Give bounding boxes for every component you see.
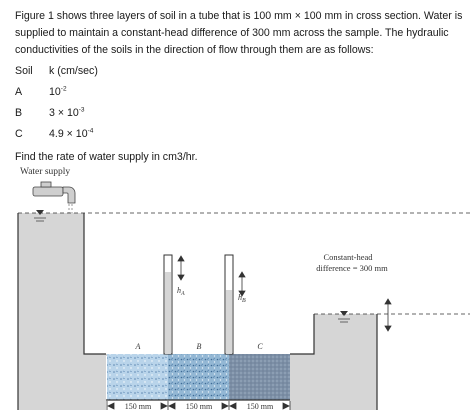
soil-name: A bbox=[15, 86, 23, 98]
soil-table-header bbox=[15, 61, 467, 82]
problem-statement bbox=[15, 8, 467, 166]
layer-label-c: C bbox=[257, 342, 263, 351]
soil-column-header: Soil bbox=[15, 65, 33, 77]
soil-row-b bbox=[15, 103, 467, 124]
soil-name: B bbox=[15, 107, 23, 119]
constant-head-arrow-icon bbox=[385, 299, 391, 331]
dimension-label-2: 150 mm bbox=[185, 402, 213, 411]
layer-label-a: A bbox=[135, 342, 141, 351]
constant-head-label-2: difference = 300 mm bbox=[316, 263, 388, 273]
constant-head-label-1: Constant-head bbox=[323, 252, 373, 262]
figure-1-diagram bbox=[0, 160, 474, 412]
soil-row-c bbox=[15, 124, 467, 145]
right-tank-water bbox=[290, 314, 377, 410]
k-value: $3 \times 10^{-3}$ bbox=[49, 106, 85, 119]
water-supply-label: Water supply bbox=[20, 167, 71, 177]
soil-layer-a bbox=[107, 354, 168, 400]
k-value: $4.9 \times 10^{-4}$ bbox=[49, 127, 94, 140]
faucet-icon bbox=[33, 182, 75, 203]
soil-name: C bbox=[15, 128, 23, 140]
problem-intro: Figure 1 shows three layers of soil in a tube that is 100 mm × 100 mm in cross section. Water is supplied to maintain a constant-head difference of 300 mm across the sample. The hydraulic conductivities of the soils in the direction of flow through them are as follows: bbox=[15, 10, 463, 56]
soil-layer-c bbox=[229, 354, 290, 400]
soil-layer-b bbox=[168, 354, 229, 400]
piezometer-tubes bbox=[164, 255, 233, 354]
head-arrow-icon bbox=[178, 256, 245, 296]
h-a-label: $h_A$ bbox=[177, 286, 185, 297]
k-column-header: k (cm/sec) bbox=[49, 65, 98, 77]
dimension-label-1: 150 mm bbox=[124, 402, 152, 411]
left-tank-water bbox=[18, 213, 106, 410]
h-b-label: $h_B$ bbox=[238, 293, 246, 304]
layer-label-b: B bbox=[196, 342, 202, 351]
dimension-label-3: 150 mm bbox=[246, 402, 274, 411]
k-value: $10^{-2}$ bbox=[49, 85, 67, 98]
question-text: Find the rate of water supply in cm3/hr. bbox=[15, 151, 198, 163]
soil-row-a bbox=[15, 82, 467, 103]
